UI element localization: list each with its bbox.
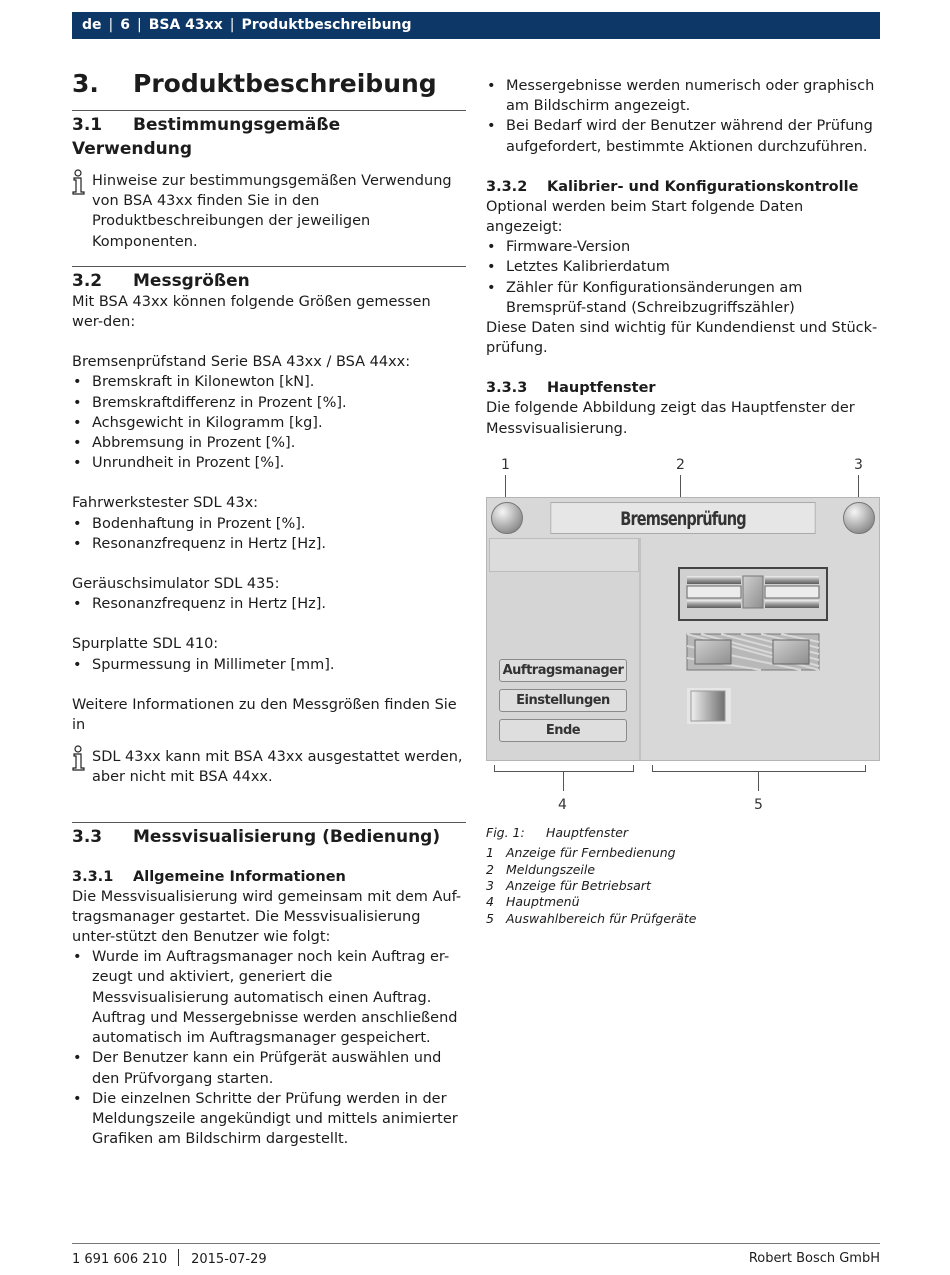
list-item: • Spurmessung in Millimeter [mm].: [72, 655, 466, 675]
list-item: • Abbremsung in Prozent [%].: [72, 433, 466, 453]
track-plate-icon: [687, 688, 731, 724]
paragraph: Die folgende Abbildung zeigt das Hauptfenster der Messvisualisierung.: [486, 400, 855, 437]
header-lang: de: [82, 17, 102, 33]
note-text: Hinweise zur bestimmungsgemäßen Verwendung von BSA 43xx finden Sie in den Produktbeschreibungen der jeweiligen Komponenten.: [92, 173, 452, 250]
note-text: SDL 43xx kann mit BSA 43xx ausgestattet werden, aber nicht mit BSA 44xx.: [92, 749, 463, 786]
callout-number: 3: [854, 456, 863, 473]
footer-divider: [72, 1243, 880, 1244]
running-header: de | 6 | BSA 43xx | Produktbeschreibung: [72, 12, 880, 39]
section-heading-3-1: 3.1 Bestimmungsgemäße Verwendung: [72, 115, 341, 159]
paragraph: Mit BSA 43xx können folgende Größen gemessen wer-den:: [72, 293, 431, 331]
subsection-heading-3-3-1: 3.3.1 Allgemeine Informationen: [72, 868, 346, 885]
paragraph: Weitere Informationen zu den Messgrößen finden Sie in: [72, 696, 457, 734]
subsection-heading-3-3-3: 3.3.3 Hauptfenster: [486, 380, 656, 397]
chapter-heading: [72, 68, 466, 100]
legend-item: 1 Anzeige für Fernbedienung: [486, 845, 676, 861]
left-column: [72, 62, 466, 1149]
header-section: Produktbeschreibung: [241, 17, 412, 33]
info-note: [72, 747, 466, 787]
caption-title-line: Fig. 1: Hauptfenster: [486, 824, 629, 840]
chapter-title: Produktbeschreibung: [133, 69, 437, 98]
remote-control-indicator: [491, 502, 523, 534]
section-divider: [72, 266, 466, 267]
test-device-icons: [641, 538, 877, 760]
message-line: Bremsenprüfung: [550, 502, 815, 534]
settings-button: Einstellungen: [499, 689, 627, 712]
section-heading-3-3: 3.3 Messvisualisierung (Bedienung): [72, 826, 441, 847]
footer-company: Robert Bosch GmbH: [748, 1251, 880, 1266]
info-icon: [72, 169, 86, 195]
section-divider: [72, 822, 466, 823]
list-item: • Letztes Kalibrierdatum: [486, 257, 880, 277]
list-item: • Unrundheit in Prozent [%].: [72, 453, 466, 473]
list-item: • Bei Bedarf wird der Benutzer während der Prüfung aufgefordert, bestimmte Aktionen durchzuführen.: [486, 116, 880, 156]
legend-item: 5 Auswahlbereich für Prüfgeräte: [486, 910, 697, 926]
order-manager-button: Auftragsmanager: [499, 659, 627, 682]
document-number: 1 691 606 210: [72, 1252, 168, 1267]
main-window-figure: [486, 455, 880, 815]
list-item: • Resonanzfrequenz in Hertz [Hz].: [72, 534, 466, 554]
list-item: • Bremskraftdifferenz in Prozent [%].: [72, 393, 466, 413]
main-window-screenshot: [486, 497, 880, 761]
paragraph: Die Messvisualisierung wird gemeinsam mit dem Auf-tragsmanager gestartet. Die Messvisualisierung unter-stützt den Benutzer wie folgt:: [72, 888, 462, 946]
legend-item: 4 Hauptmenü: [486, 894, 580, 910]
bullet-list: [72, 655, 466, 675]
list-item: • Achsgewicht in Kilogramm [kg].: [72, 413, 466, 433]
group-heading: Spurplatte SDL 410:: [72, 636, 219, 653]
figure-caption: [486, 825, 880, 927]
test-device-selection-area: [641, 538, 877, 760]
document-date: 2015-07-29: [191, 1252, 267, 1267]
list-item: • Der Benutzer kann ein Prüfgerät auswählen und den Prüfvorgang starten.: [72, 1048, 466, 1088]
list-item: • Messergebnisse werden numerisch oder graphisch am Bildschirm angezeigt.: [486, 76, 880, 116]
list-item: • Bodenhaftung in Prozent [%].: [72, 514, 466, 534]
header-page-number: 6: [120, 17, 130, 33]
subsection-heading-3-3-2: 3.3.2 Kalibrier- und Konfigurationskontrolle: [486, 178, 859, 195]
paragraph: Diese Daten sind wichtig für Kundendienst und Stück-prüfung.: [486, 320, 878, 357]
plate-tester-icon: [687, 634, 819, 670]
legend-item: 3 Anzeige für Betriebsart: [486, 878, 651, 894]
list-item: • Zähler für Konfigurationsänderungen am Bremsprüf-stand (Schreibzugriffszähler): [486, 278, 880, 318]
list-item: • Resonanzfrequenz in Hertz [Hz].: [72, 594, 466, 614]
group-heading: Geräuschsimulator SDL 435:: [72, 576, 280, 593]
list-item: • Firmware-Version: [486, 237, 880, 257]
callout-number: 4: [558, 796, 567, 813]
brake-tester-icon: [679, 568, 827, 620]
header-product: BSA 43xx: [148, 17, 223, 33]
info-icon: [72, 745, 86, 771]
callout-number: 2: [676, 456, 685, 473]
bracket-main-menu: [494, 765, 634, 772]
bullet-list: [72, 594, 466, 614]
group-heading: Fahrwerkstester SDL 43x:: [72, 495, 259, 512]
footer-left: [72, 1249, 267, 1270]
info-note: [72, 171, 466, 252]
bracket-device-area: [652, 765, 866, 772]
group-heading: Bremsenprüfstand Serie BSA 43xx / BSA 44xx:: [72, 354, 411, 371]
bullet-list: [72, 947, 466, 1149]
exit-button: Ende: [499, 719, 627, 742]
bullet-list: [72, 372, 466, 473]
left-info-field: [489, 538, 639, 572]
callout-line: [758, 771, 759, 791]
chapter-number: 3.: [72, 69, 99, 98]
operating-mode-indicator: [843, 502, 875, 534]
footer-separator: [178, 1249, 179, 1266]
bullet-list: [486, 76, 880, 157]
paragraph: Optional werden beim Start folgende Daten angezeigt:: [486, 198, 804, 236]
callout-number: 1: [501, 456, 510, 473]
callout-line: [563, 771, 564, 791]
list-item: • Wurde im Auftragsmanager noch kein Auftrag er-zeugt und aktiviert, generiert die Messvisualisierung automatisch einen Auftrag. Auftrag und Messergebnisse werden anschließend automatisch im Auftragsmanager gespeichert.: [72, 947, 466, 1048]
section-heading-3-2: 3.2 Messgrößen: [72, 270, 250, 291]
right-column: [486, 76, 880, 927]
main-menu-pane: [487, 538, 641, 760]
section-divider: [72, 110, 466, 111]
callout-number: 5: [754, 796, 763, 813]
legend-item: 2 Meldungszeile: [486, 861, 596, 877]
list-item: • Die einzelnen Schritte der Prüfung werden in der Meldungszeile angekündigt und mittels animierter Grafiken am Bildschirm dargestellt.: [72, 1089, 466, 1150]
bullet-list: [72, 514, 466, 554]
bullet-list: [486, 237, 880, 318]
list-item: • Bremskraft in Kilonewton [kN].: [72, 372, 466, 392]
